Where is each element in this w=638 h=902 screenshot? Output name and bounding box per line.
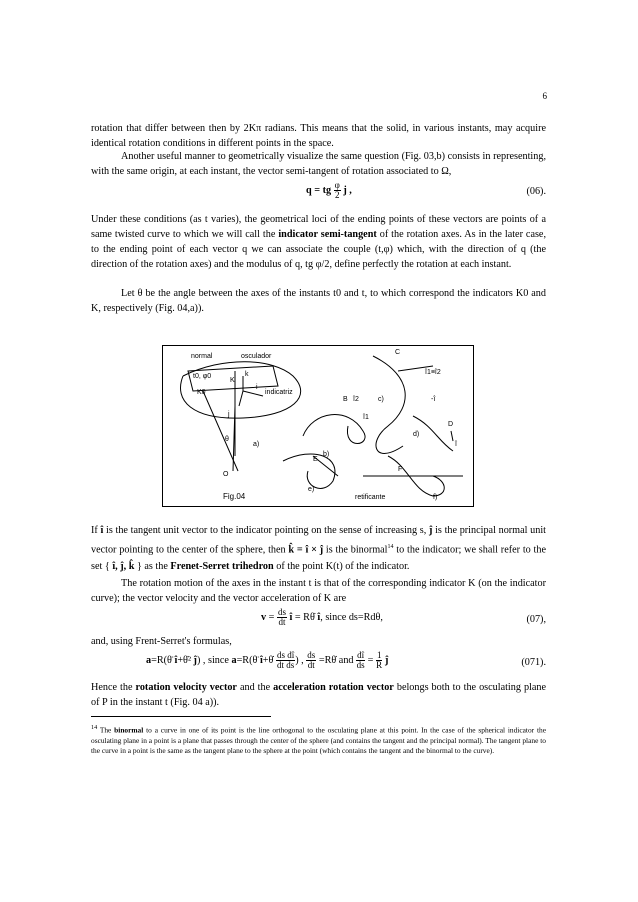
label-e: e) (308, 486, 315, 493)
vec-i (243, 391, 263, 396)
label-indicatriz: indicatriz (265, 389, 293, 396)
label-K0: K0 (197, 389, 206, 396)
equation-071: a=R(θ̈ î+θ̇² ĵ) , since a=R(θ̈ î+θ̇ $\frac{\text{ds dî}}{\text{dt ds}}$ ) , $\frac{ds}{dt}$ =Rθ̇ and $\frac{dî}{ds}$ = $\frac{1}{R}$ ĵ (146, 650, 389, 670)
eq06-den: 2 (334, 190, 340, 200)
p5-bold: Frenet-Serret trihedron (170, 561, 274, 573)
eq06-lhs: q = tg (306, 184, 332, 196)
curve-e (283, 454, 335, 488)
p5-footnote-ref: 14 (387, 544, 394, 550)
radius-line (203, 391, 238, 471)
label-i2: î2 (353, 396, 359, 403)
label-c: c) (378, 396, 384, 403)
footnote-b: to a curve in one of its point is the line orthogonal to the osculating plane at this point. In the case of the spherical indicator the osculating plane in a point is a plane that passes through the center of the sphere (and contains the tangent and the principal normal). The tangent plane to the curve in a point is the same as the tangent plane to the sphere at the point (which contains the tangent and the binormal to the curve). (91, 725, 546, 756)
equation-06 (306, 181, 352, 200)
label-E: E (313, 456, 318, 463)
p8-a: Hence the (91, 682, 136, 693)
label-d: d) (413, 431, 420, 438)
equation-06-number: (06). (526, 186, 546, 197)
p8-bold-2: acceleration rotation vector (273, 682, 394, 693)
p8-d: belongs both to the osculating plane of P in the instant t (Fig. 04 a)). (91, 682, 547, 708)
paragraph-4: Let θ be the angle between the axes of the instants t0 and t, to which correspond the indicators K0 and K, respectively (Fig. 04,a)). (91, 288, 546, 314)
p5-a: If (91, 525, 101, 536)
paragraph-2-text: Another useful manner to geometrically visualize the same question (Fig. 03,b) consists in representing, with the same origin, at each instant, the vector semi-tangent of rotation associated to Ω, (91, 151, 546, 177)
eq06-num: φ (334, 180, 340, 190)
footnote-a: The (97, 725, 115, 735)
label-i1: î1 (363, 414, 369, 421)
vec-j (239, 391, 243, 406)
paragraph-1: rotation that differ between then by 2Kπ radians. This means that the solid, in various instants, may acquire identical rotation conditions in different points in the space. (91, 123, 546, 149)
footnote-number: 14 (91, 725, 98, 731)
equation-07-number: (07), (526, 614, 546, 625)
label-minus-i: -î (431, 396, 436, 403)
label-O: O (223, 471, 229, 478)
p5-g: of the point K(t) of the indicator. (273, 561, 410, 573)
page-number: 6 (542, 91, 547, 101)
footnote-rule (91, 716, 271, 717)
p5-e: to the indicator; we shall refer to the set { (91, 544, 546, 573)
p5-b: is the tangent unit vector to the indicator pointing on the sense of increasing s, (103, 525, 429, 536)
label-retificante: retificante (355, 494, 386, 501)
label-t0: t0, φ0 (193, 373, 212, 380)
p3-a: Under these conditions (as t varies), the geometrical loci of the ending points of these vectors are points of a same twisted curve to which we will call the (91, 214, 546, 240)
label-theta: θ (225, 436, 229, 443)
eq06-rhs: j , (343, 184, 352, 196)
p5-f: } as the (134, 561, 171, 573)
label-osculador: osculador (241, 353, 272, 360)
label-normal: normal (191, 353, 213, 360)
p5-c: is the principal normal unit vector pointing to the center of the sphere, then (91, 525, 546, 556)
label-i: i (256, 384, 258, 391)
figure-04 (162, 345, 474, 507)
p8-bold-1: rotation velocity vector (135, 682, 237, 693)
label-C: C (395, 349, 401, 356)
label-i1i2: î1≡î2 (425, 369, 441, 376)
label-a: a) (253, 441, 260, 448)
paragraph-2 (91, 149, 546, 179)
p3-b: of the rotation axes. As in the later case, to the ending point of each vector q we can associate the couple (t,φ) which, with the direction of q (the direction of the rotation axes) and the modulus of q, tg φ/2, define perfectly the rotation at each instant. (91, 229, 546, 270)
label-f: f) (433, 494, 438, 501)
paragraph-6: The rotation motion of the axes in the instant t is that of the corresponding indicator K (on the indicator curve); the vector velocity and the vector acceleration of K are (91, 578, 546, 604)
label-i-hat: î (455, 441, 457, 448)
figure-caption: Fig.04 (223, 492, 246, 501)
p3-bold: indicator semi-tangent (278, 229, 377, 240)
label-b: b) (323, 451, 330, 458)
label-D: D (448, 421, 454, 428)
p5-d: is the binormal (323, 544, 388, 556)
eq07-text: , since ds=Rdθ, (320, 611, 383, 623)
footnote-14 (91, 723, 546, 757)
paragraph-8 (91, 680, 546, 710)
paragraph-5: If î is the tangent unit vector to the indicator pointing on the sense of increasing s, ĵ is the principal normal unit vector pointing to the center of the sphere, then k̂ = î × ĵ is the binormal$^{14}$ to the indicator; we shall refer to the set { î, ĵ, k̂ } as the Frenet-Serret trihedron of the point K(t) of the indicator. (91, 525, 546, 573)
eq06-fraction (334, 181, 341, 200)
loop-b (303, 415, 365, 444)
label-k: k (245, 371, 249, 378)
p8-c: and the (236, 682, 274, 693)
label-B: B (343, 396, 348, 403)
label-K: K (230, 377, 235, 384)
label-j: j (228, 411, 230, 418)
paragraph-3 (91, 212, 546, 272)
equation-07: v = $\frac{ds}{dt}$ î = Rθ̇ î, since ds=Rdθ, (261, 607, 383, 627)
equation-071-number: (071). (521, 657, 546, 668)
footnote-bold: binormal (114, 725, 144, 735)
label-F: F (398, 466, 403, 473)
paragraph-7: and, using Frent-Serret's formulas, (91, 636, 232, 647)
